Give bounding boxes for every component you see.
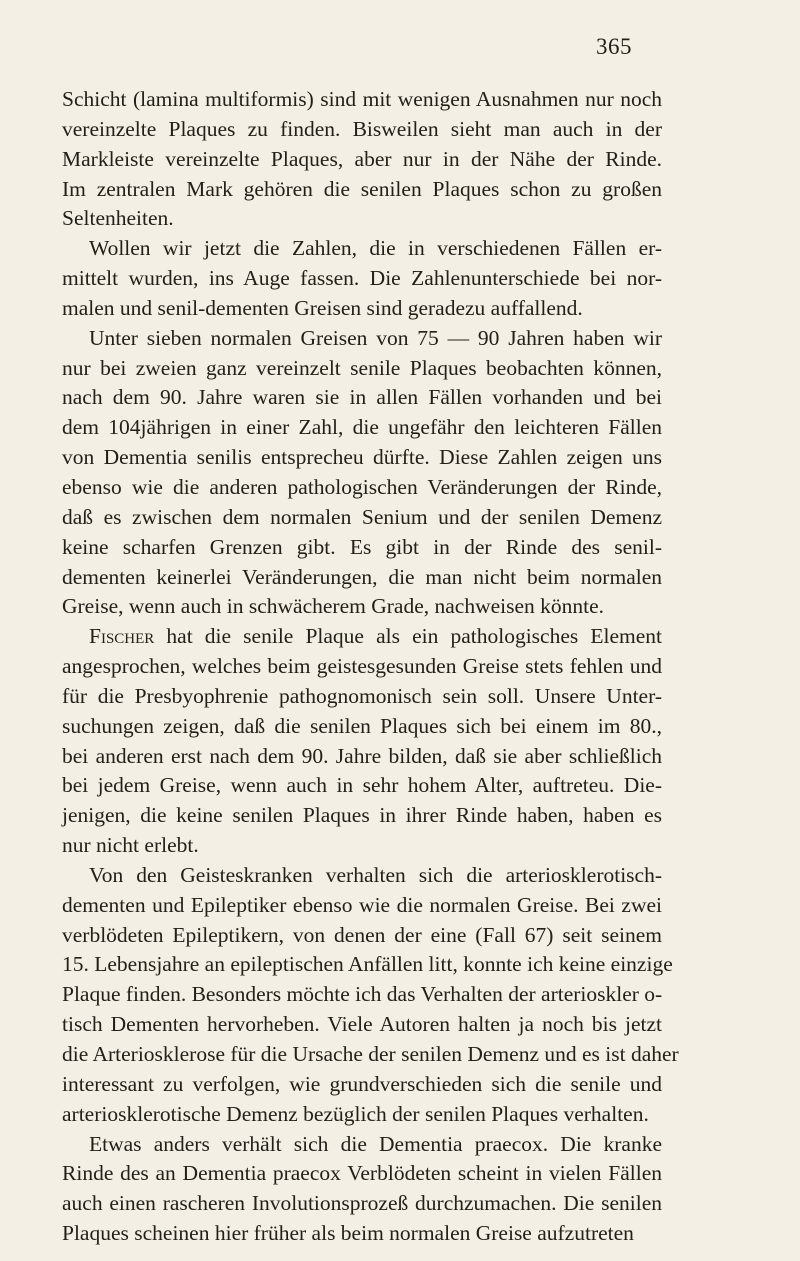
text-line <box>62 742 662 772</box>
text-line <box>62 712 662 742</box>
text-line <box>62 1130 662 1160</box>
line-text: die Arteriosklerose für die Ursache der senilen Demenz und es ist daher <box>62 1042 679 1066</box>
line-text: angesprochen, welches beim geistesgesunden Greise stets fehlen und <box>62 654 662 679</box>
author-name-smallcaps: Fischer <box>89 624 155 649</box>
line-text: nur bei zweien ganz vereinzelt senile Plaques beobachten können, <box>62 355 662 380</box>
text-line <box>62 831 662 861</box>
text-line <box>62 1070 662 1100</box>
line-text: mittelt wurden, ins Auge fassen. Die Zahlenunterschiede bei nor- <box>62 266 662 291</box>
line-text: Schicht (lamina multiformis) sind mit wenigen Ausnahmen nur noch <box>62 87 662 111</box>
line-text: jenigen, die keine senilen Plaques in ihrer Rinde haben, haben es <box>62 803 662 828</box>
line-text: auch einen rascheren Involutionsprozeß durchzumachen. Die senilen <box>62 1191 662 1216</box>
line-text: malen und senil-dementen Greisen sind geradezu auffallend. <box>62 295 583 320</box>
text-line <box>62 324 662 354</box>
text-line <box>62 861 662 891</box>
text-line <box>62 473 662 503</box>
text-line <box>62 950 673 980</box>
text-line <box>62 533 662 563</box>
line-text: für die Presbyophrenie pathognomonisch sein soll. Unsere Unter- <box>62 683 662 708</box>
text-line <box>62 204 662 234</box>
text-line <box>62 801 662 831</box>
page-number: 365 <box>596 34 632 59</box>
line-text: Wollen wir jetzt die Zahlen, die in verschiedenen Fällen er- <box>89 236 662 261</box>
text-line <box>62 622 662 652</box>
text-line <box>62 354 662 384</box>
text-line <box>62 1010 662 1040</box>
line-text: suchungen zeigen, daß die senilen Plaques sich bei einem im 80., <box>62 713 662 738</box>
line-text: ebenso wie die anderen pathologischen Veränderungen der Rinde, <box>62 474 662 499</box>
text-line <box>62 85 662 115</box>
line-text: dementen und Epileptiker ebenso wie die normalen Greise. Bei zwei <box>62 892 662 917</box>
line-text: nur nicht erlebt. <box>62 833 199 858</box>
line-text: keine scharfen Grenzen gibt. Es gibt in der Rinde des senil- <box>62 534 662 559</box>
text-line <box>62 921 662 951</box>
text-line <box>62 175 662 205</box>
line-text: verblödeten Epileptikern, von denen der eine (Fall 67) seit seinem <box>62 922 662 947</box>
line-text: bei jedem Greise, wenn auch in sehr hohem Alter, auftreteu. Die- <box>62 773 662 798</box>
text-line <box>62 682 662 712</box>
line-text: interessant zu verfolgen, wie grundverschieden sich die senile und <box>62 1071 662 1096</box>
line-text: arteriosklerotische Demenz bezüglich der senilen Plaques verhalten. <box>62 1101 649 1126</box>
text-line <box>62 234 662 264</box>
text-line <box>62 592 662 622</box>
text-line <box>62 891 662 921</box>
line-text: dementen keinerlei Veränderungen, die man nicht beim normalen <box>62 564 662 589</box>
body-text <box>62 85 679 1249</box>
line-text: daß es zwischen dem normalen Senium und der senilen Demenz <box>62 504 662 529</box>
line-text: Seltenheiten. <box>62 206 174 231</box>
line-text: von Dementia senilis entsprecheu dürfte. Diese Zahlen zeigen uns <box>62 445 662 470</box>
line-text: Plaque finden. Besonders möchte ich das Verhalten der arterioskler o- <box>62 982 663 1007</box>
line-text: vereinzelte Plaques zu finden. Bisweilen sieht man auch in der <box>62 116 662 141</box>
line-text: Etwas anders verhält sich die Dementia praecox. Die kranke <box>89 1131 662 1156</box>
line-text: Rinde des an Dementia praecox Verblödeten scheint in vielen Fällen <box>62 1161 662 1186</box>
line-text: Unter sieben normalen Greisen von 75 — 90 Jahren haben wir <box>89 325 662 350</box>
line-text: Greise, wenn auch in schwächerem Grade, nachweisen könnte. <box>62 594 605 619</box>
line-text: Im zentralen Mark gehören die senilen Plaques schon zu großen <box>62 176 662 201</box>
text-line <box>62 652 662 682</box>
text-line <box>62 443 662 473</box>
text-line <box>62 413 662 443</box>
text-line <box>62 771 662 801</box>
text-line <box>62 1219 662 1249</box>
line-text: Plaques scheinen hier früher als beim normalen Greise aufzutreten <box>62 1221 634 1246</box>
text-line <box>62 1100 662 1130</box>
text-line <box>62 264 662 294</box>
line-text: 15. Lebensjahre an epileptischen Anfällen litt, konnte ich keine einzige <box>62 952 673 977</box>
text-line <box>62 563 662 593</box>
text-line <box>62 1159 662 1189</box>
line-text: Markleiste vereinzelte Plaques, aber nur in der Nähe der Rinde. <box>62 146 662 171</box>
text-line <box>62 503 662 533</box>
line-text: hat die senile Plaque als ein pathologisches Element <box>154 624 662 649</box>
text-line <box>62 1189 662 1219</box>
text-line <box>62 294 662 324</box>
text-line <box>62 383 662 413</box>
text-line <box>62 1040 679 1070</box>
line-text: nach dem 90. Jahre waren sie in allen Fällen vorhanden und bei <box>62 385 662 410</box>
line-text: dem 104jährigen in einer Zahl, die ungefähr den leichteren Fällen <box>62 415 662 440</box>
line-text: bei anderen erst nach dem 90. Jahre bilden, daß sie aber schließlich <box>62 743 662 768</box>
text-line <box>62 115 662 145</box>
text-line <box>62 980 662 1010</box>
line-text: Von den Geisteskranken verhalten sich die arteriosklerotisch- <box>89 862 662 887</box>
line-text: tisch Dementen hervorheben. Viele Autoren halten ja noch bis jetzt <box>62 1012 662 1037</box>
text-line <box>62 145 662 175</box>
